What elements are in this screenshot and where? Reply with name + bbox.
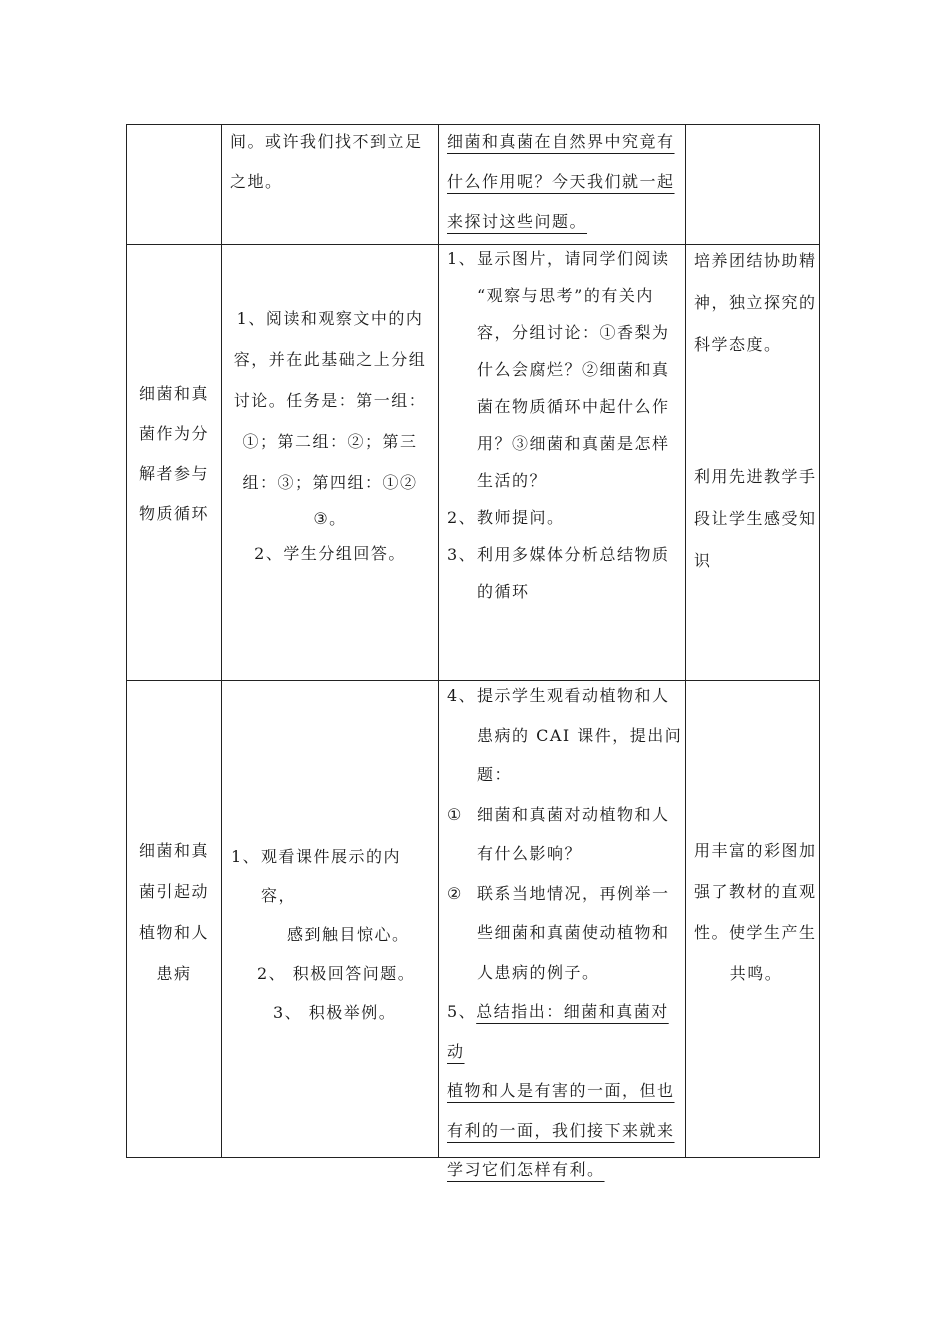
text-line: 物质循环 bbox=[138, 504, 209, 523]
table-col-divider bbox=[221, 124, 222, 1158]
list-number: 2、 bbox=[447, 508, 477, 527]
list-item bbox=[447, 240, 683, 499]
text-line: 细菌和真菌在自然界中究竟有 bbox=[447, 132, 675, 151]
text-line: 神，独立探究的 bbox=[694, 293, 817, 312]
list-item bbox=[447, 874, 683, 993]
table-col-divider bbox=[685, 124, 686, 1158]
text-line: 感到触目惊心。 bbox=[287, 925, 410, 944]
text-line: 强了教材的直观 bbox=[694, 882, 817, 901]
table-border-right bbox=[819, 124, 820, 1158]
text-line: 段让学生感受知 bbox=[694, 509, 817, 528]
text-line: 什么会腐烂？②细菌和真 bbox=[477, 360, 670, 379]
text-line: 题： bbox=[477, 765, 513, 784]
row3-purpose bbox=[694, 830, 818, 994]
text-line: 用？③细菌和真菌是怎样 bbox=[477, 434, 670, 453]
list-number: 1、 bbox=[447, 249, 477, 268]
row3-teacher-activity bbox=[447, 676, 683, 1190]
text-line: 植物和人是有害的一面，但也 bbox=[447, 1081, 675, 1100]
text-line bbox=[447, 992, 683, 1071]
row3-student-activity bbox=[231, 837, 435, 1032]
text-line: “观察与思考”的有关内 bbox=[477, 286, 654, 305]
list-number: 3、 bbox=[447, 545, 477, 564]
row2-topic bbox=[128, 374, 220, 534]
row3-topic bbox=[128, 830, 220, 994]
list-item bbox=[447, 536, 683, 610]
summary-text: 总结指出：细菌和真菌对动 bbox=[447, 1002, 669, 1061]
list-item bbox=[447, 499, 683, 536]
text-line: 1、阅读和观察文中的内 bbox=[236, 309, 424, 328]
table-col-divider bbox=[438, 124, 439, 1158]
text-line: 教师提问。 bbox=[477, 508, 565, 527]
text-line: 利用多媒体分析总结物质 bbox=[477, 545, 670, 564]
list-item bbox=[231, 837, 435, 954]
text-line: 来探讨这些问题。 bbox=[447, 212, 588, 231]
text-line: 容，并在此基础之上分组 bbox=[233, 350, 427, 369]
text-line: 识 bbox=[694, 551, 712, 570]
text-line: 细菌和真 bbox=[138, 841, 209, 860]
text-line: 人患病的例子。 bbox=[477, 962, 600, 982]
text-line: ③。 bbox=[313, 509, 347, 528]
text-line: 什么作用呢？今天我们就一起 bbox=[447, 172, 675, 191]
row2-purpose-b bbox=[694, 456, 818, 582]
text-line: 3、 积极举例。 bbox=[273, 1003, 397, 1022]
text-line: 患病的 CAI 课件，提出问 bbox=[477, 725, 683, 745]
text-line: 细菌和真 bbox=[138, 384, 209, 403]
text-line: 2、 积极回答问题。 bbox=[257, 964, 416, 983]
text-line: 2、学生分组回答。 bbox=[254, 544, 406, 563]
text-line: 显示图片，请同学们阅读 bbox=[477, 249, 670, 268]
text-line: 性。使学生产生 bbox=[694, 923, 817, 942]
text-line: 植物和人 bbox=[138, 923, 209, 942]
row1-teacher-activity bbox=[447, 122, 683, 242]
table-border-left bbox=[126, 124, 127, 1158]
list-number: 1、 bbox=[231, 847, 261, 866]
list-item bbox=[447, 676, 683, 795]
text-line: 患病 bbox=[156, 964, 192, 983]
list-number: ① bbox=[447, 804, 463, 824]
text-line: ①；第二组：②；第三 bbox=[242, 432, 418, 451]
text-line: 菌引起动 bbox=[138, 882, 209, 901]
text-line: 间。或许我们找不到立足 bbox=[230, 132, 423, 151]
list-item bbox=[447, 795, 683, 874]
list-number: 4、 bbox=[447, 686, 477, 705]
row2-student-activity bbox=[224, 298, 436, 573]
text-line: 的循环 bbox=[477, 582, 530, 601]
text-line: 培养团结协助精 bbox=[694, 251, 817, 270]
text-line: 容，分组讨论：①香梨为 bbox=[477, 323, 670, 342]
text-line: 用丰富的彩图加 bbox=[694, 841, 817, 860]
text-line: 利用先进教学手 bbox=[694, 467, 817, 486]
text-line: 菌在物质循环中起什么作 bbox=[477, 397, 670, 416]
row2-teacher-activity bbox=[447, 240, 683, 610]
text-line: 有什么影响？ bbox=[477, 844, 583, 863]
text-line: 细菌和真菌对动植物和人 bbox=[477, 804, 670, 824]
text-line: 些细菌和真菌使动植物和 bbox=[477, 923, 670, 942]
text-line: 之地。 bbox=[230, 172, 283, 191]
text-line: 生活的？ bbox=[477, 471, 548, 490]
row2-purpose-a bbox=[694, 240, 818, 366]
list-number: 5、 bbox=[447, 1002, 477, 1021]
text-line: 观看课件展示的内容， bbox=[261, 847, 402, 905]
text-line: 提示学生观看动植物和人 bbox=[477, 686, 670, 705]
text-line: 学习它们怎样有利。 bbox=[447, 1160, 605, 1179]
text-line: 有利的一面，我们接下来就来 bbox=[447, 1120, 675, 1140]
text-line: 菌作为分 bbox=[138, 424, 209, 443]
text-line: 联系当地情况，再例举一 bbox=[477, 883, 670, 903]
text-line: 共鸣。 bbox=[729, 964, 783, 983]
text-line: 讨论。任务是：第一组： bbox=[233, 391, 427, 410]
text-line: 科学态度。 bbox=[694, 335, 782, 354]
text-line: 组：③；第四组：①② bbox=[242, 473, 418, 492]
list-number: ② bbox=[447, 883, 463, 903]
row1-student-activity bbox=[230, 122, 434, 202]
text-line: 解者参与 bbox=[138, 464, 209, 483]
